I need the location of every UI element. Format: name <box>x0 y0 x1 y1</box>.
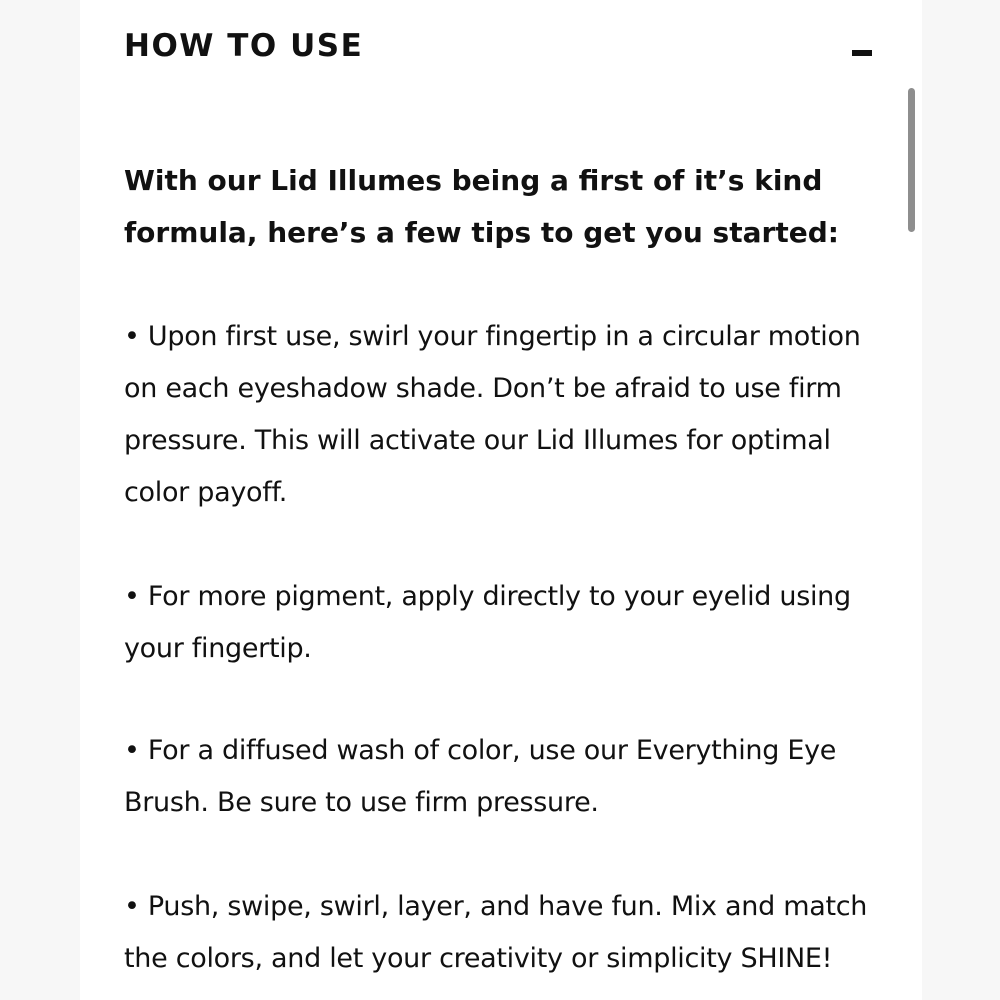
section-title[interactable]: HOW TO USE <box>124 28 364 64</box>
tip-item: • For more pigment, apply directly to your eyelid using your fingertip. <box>124 581 851 664</box>
minus-icon[interactable] <box>852 50 872 56</box>
how-to-use-panel <box>80 0 922 1000</box>
tip-item: • For a diffused wash of color, use our Everything Eye Brush. Be sure to use firm pressure. <box>124 735 837 818</box>
intro-text: With our Lid Illumes being a first of it’s kind formula, here’s a few tips to get you started: <box>124 164 839 249</box>
tip-item: • Push, swipe, swirl, layer, and have fun. Mix and match the colors, and let your creativity or simplicity SHINE! <box>124 891 868 974</box>
scrollbar-thumb[interactable] <box>908 88 915 232</box>
tip-item: • Upon first use, swirl your fingertip in a circular motion on each eyeshadow shade. Don’t be afraid to use firm pressure. This will activate our Lid Illumes for optimal color payoff. <box>124 321 861 508</box>
